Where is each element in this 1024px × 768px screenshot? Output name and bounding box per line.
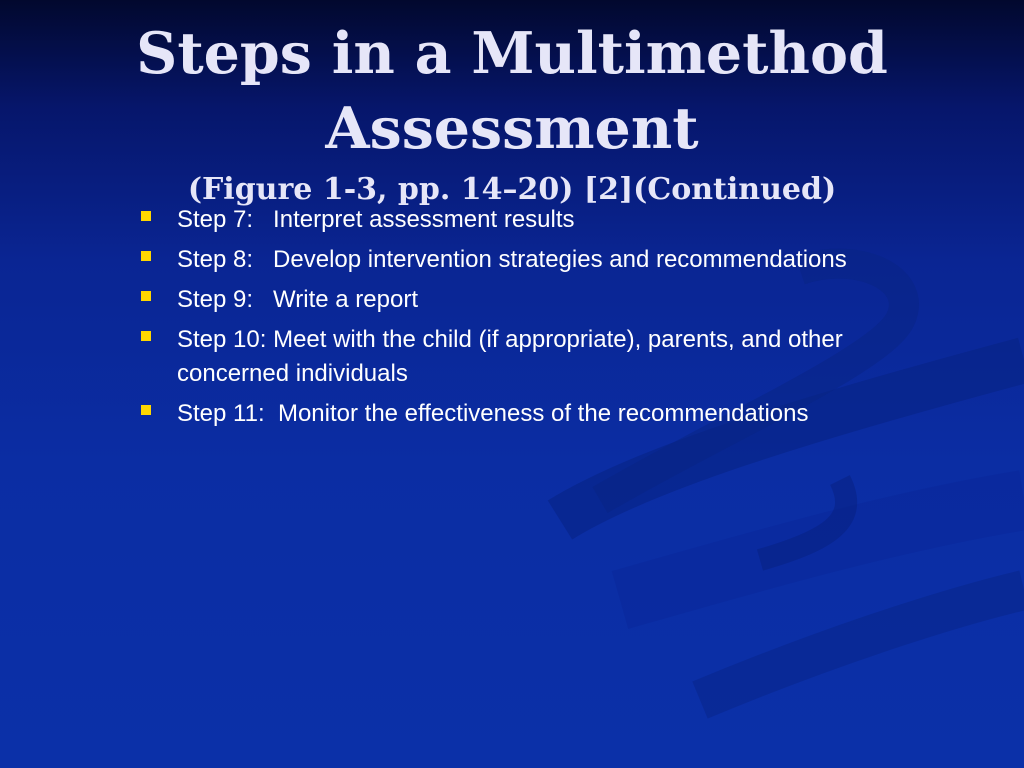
bullet-text: Step 9: Write a report [177, 286, 418, 313]
bullet-text: Step 10: Meet with the child (if appropriate), parents, and other concerned individuals [177, 326, 850, 387]
bullet-item [137, 283, 877, 317]
bullet-text: Step 11: Monitor the effectiveness of the recommendations [177, 400, 809, 427]
square-bullet-icon [141, 331, 151, 341]
bullet-item [137, 397, 877, 431]
bullet-list [137, 203, 877, 437]
title-line-1: Steps in a Multimethod [136, 20, 888, 87]
slide-subtitle: (Figure 1-3, pp. 14–20) [2](Continued) [187, 172, 837, 207]
bullet-text: Step 8: Develop intervention strategies and recommendations [177, 246, 847, 273]
slide-title [0, 16, 1024, 210]
bullet-text: Step 7: Interpret assessment results [177, 206, 575, 233]
square-bullet-icon [141, 291, 151, 301]
bullet-item [137, 243, 877, 277]
square-bullet-icon [141, 251, 151, 261]
square-bullet-icon [141, 405, 151, 415]
bullet-item [137, 203, 877, 237]
square-bullet-icon [141, 211, 151, 221]
title-line-2: Assessment [325, 95, 699, 162]
bullet-item [137, 323, 877, 391]
